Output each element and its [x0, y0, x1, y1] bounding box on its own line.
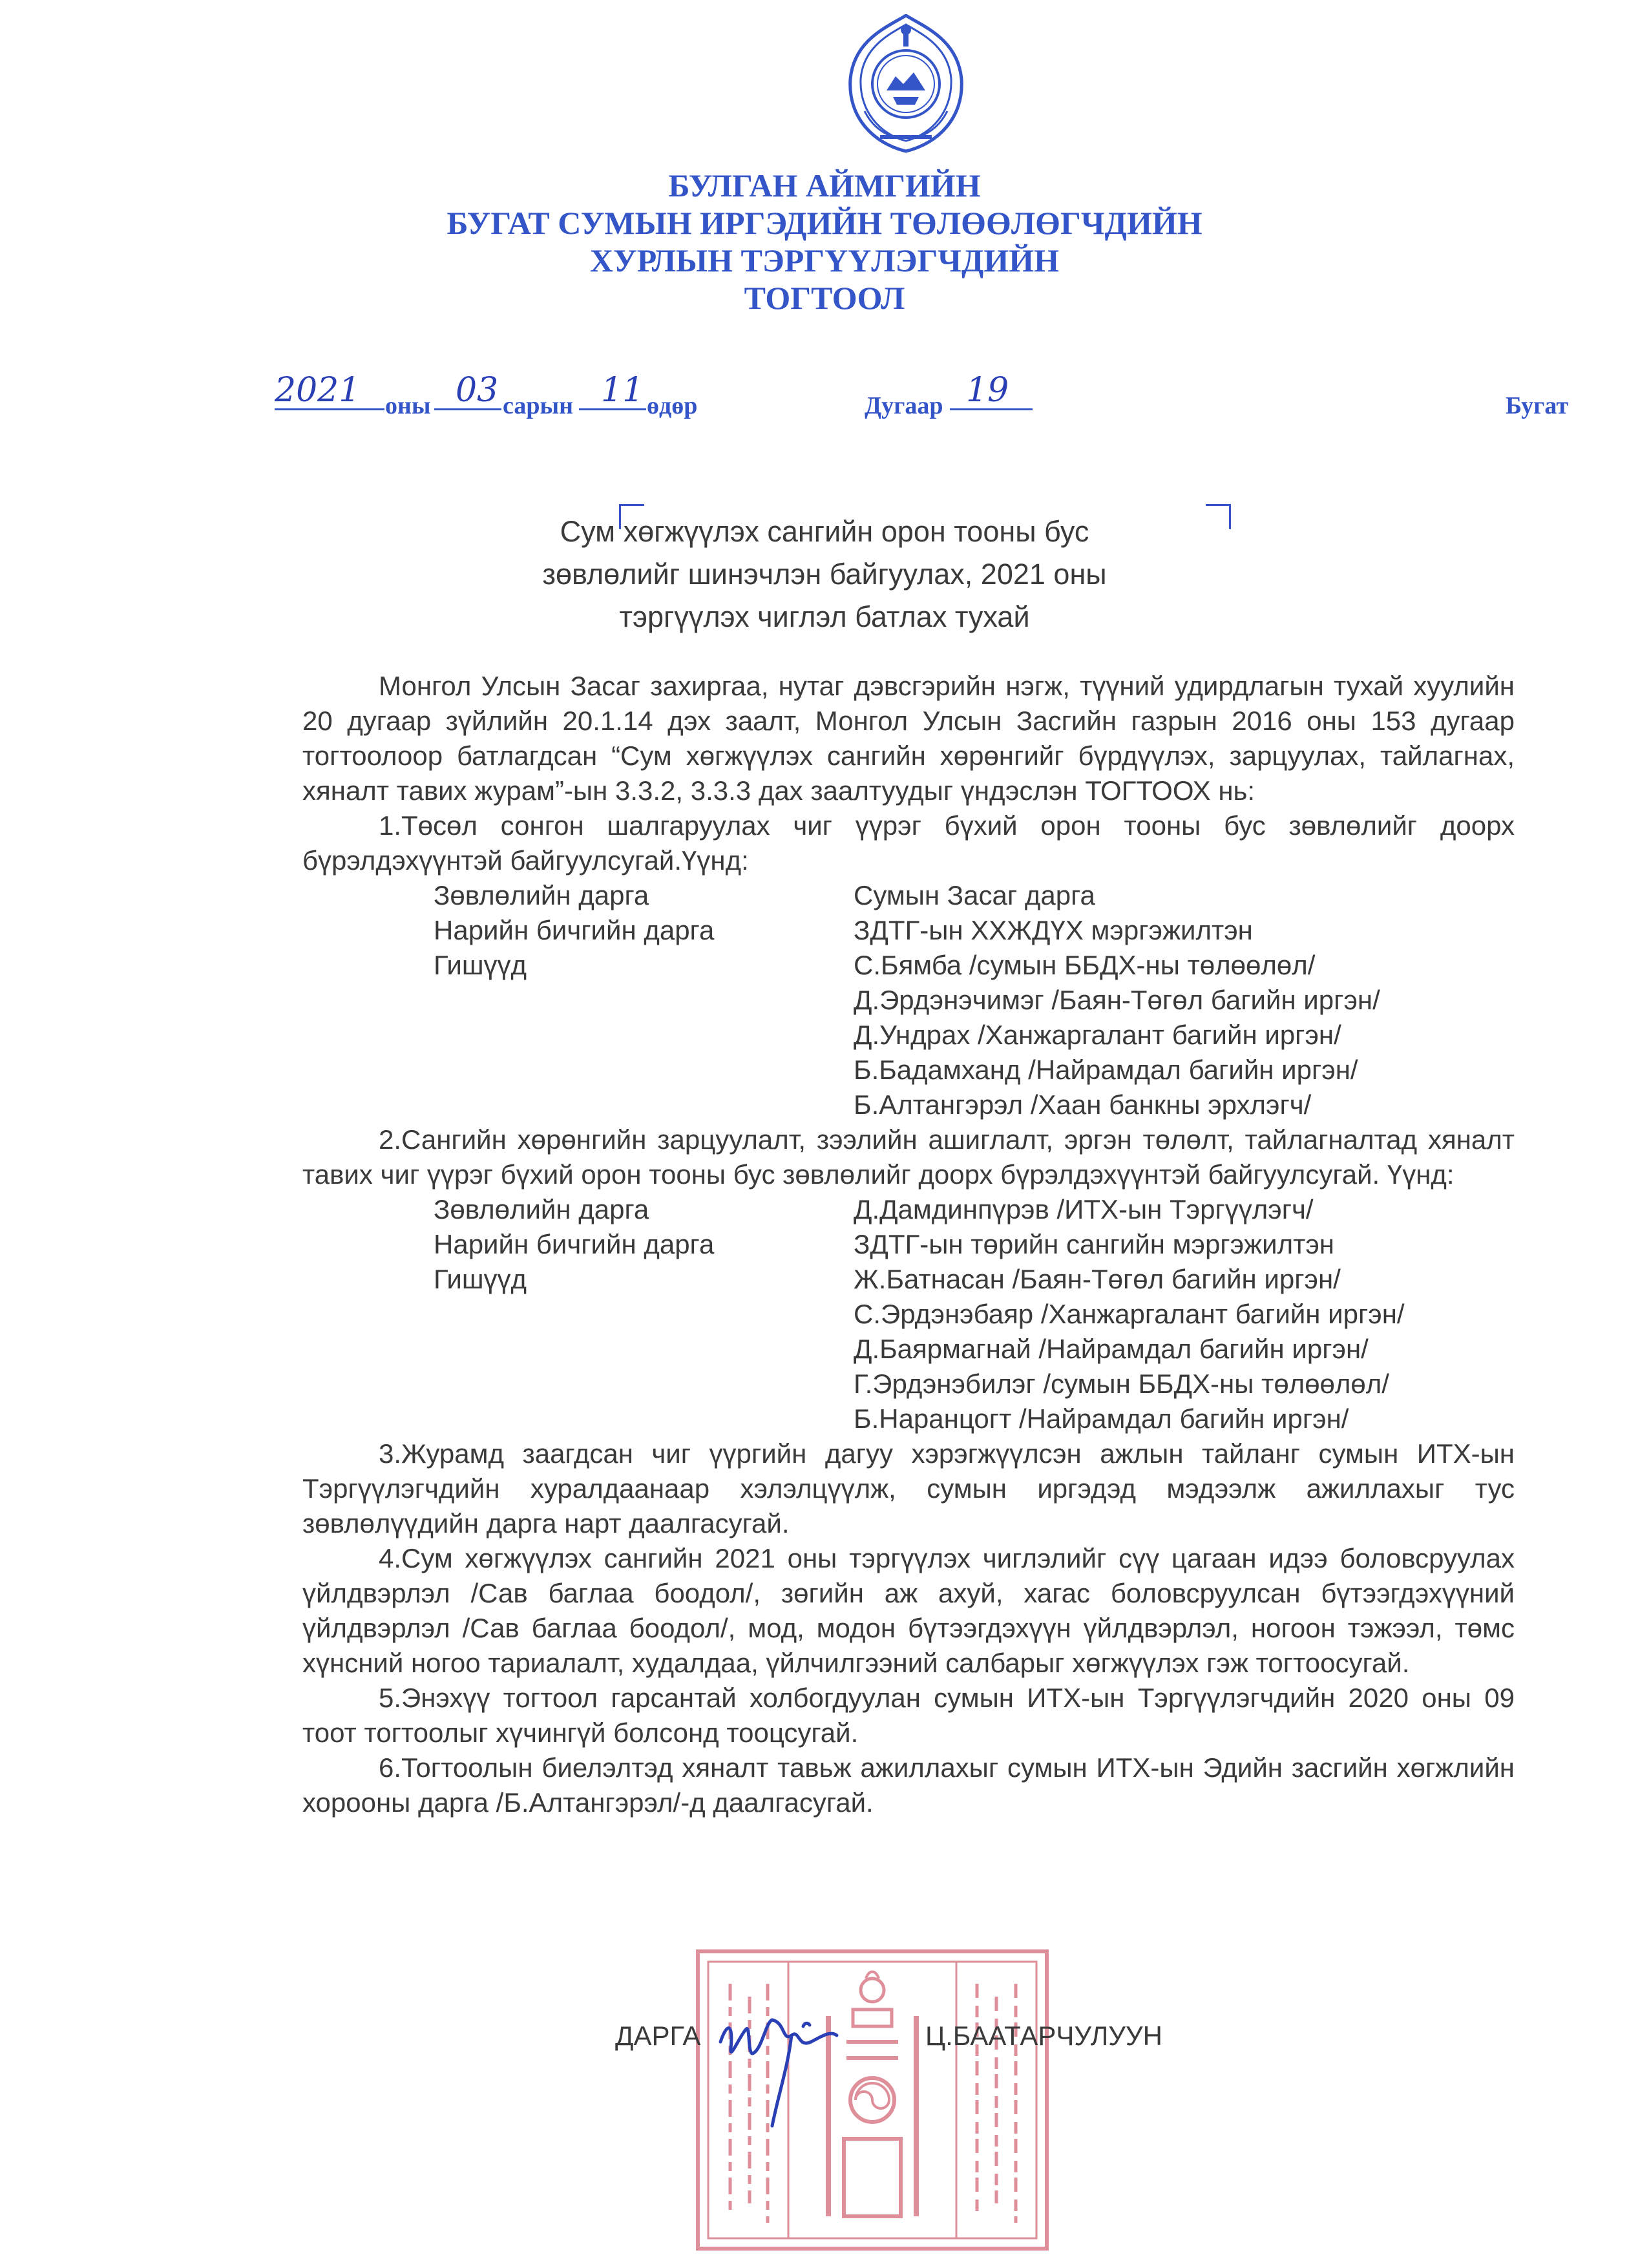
- council-member: Д.Ундрах /Ханжаргалант багийн иргэн/: [854, 1020, 1341, 1050]
- council-role: Нарийн бичгийн дарга: [434, 915, 715, 945]
- council-role: [302, 1018, 854, 1053]
- council-2-row: [302, 1367, 1515, 1402]
- header-line-1: БУЛГАН АЙМГИЙН: [668, 167, 981, 204]
- council-member: Сумын Засаг дарга: [854, 880, 1095, 910]
- item-4-paragraph: 4.Сум хөгжүүлэх сангийн 2021 оны тэргүүлэх чиглэлийг сүү цагаан идээ боловсруулах үйлдвэрлэл /Сав баглаа боодол/, зөгийн аж ахуй, хагас боловсруулсан бүтээгдэхүүний үйлдвэрлэл /Сав баглаа боодол/, мод, модон бүтээгдэхүүн үйлдвэрлэл, ногоон тэжээл, төмс хүнсний ногоо тариалалт, худалдаа, үйлчилгээний салбарыг хөгжүүлэх гэж тогтоосугай.: [302, 1543, 1515, 1678]
- council-member: Б.Бадамханд /Найрамдал багийн иргэн/: [854, 1055, 1358, 1085]
- council-1-row: [302, 983, 1515, 1018]
- header-line-4: ТОГТООЛ: [744, 280, 905, 316]
- council-member: С.Бямба /сумын ББДХ-ны төлөөлөл/: [854, 950, 1316, 980]
- council-role: [302, 1053, 854, 1087]
- council-1-row: [302, 1053, 1515, 1087]
- council-member: Д.Дамдинпүрэв /ИТХ-ын Тэргүүлэгч/: [854, 1194, 1314, 1224]
- preamble-paragraph: Монгол Улсын Засаг захиргаа, нутаг дэвсгэрийн нэгж, түүний удирдлагын тухай хуулийн 20 дугаар зүйлийн 20.1.14 дэх заалт, Монгол Улсын Засгийн газрын 2016 оны 153 дугаар тогтоолоор батлагдсан “Сум хөгжүүлэх сангийн хөрөнгийг бүрдүүлэх, зарцуулах, тайлагнах, хяналт тавих журам”-ын 3.3.2, 3.3.3 дах заалтуудыг үндэслэн ТОГТООХ нь:: [302, 671, 1515, 806]
- council-2-row: [302, 1227, 1515, 1262]
- council-role: Гишүүд: [434, 1264, 527, 1294]
- council-2-list: [302, 1192, 1515, 1436]
- handwritten-day: 11: [601, 371, 644, 410]
- council-role: [302, 1402, 854, 1436]
- number-underline: [950, 408, 1033, 410]
- council-2-row: [302, 1332, 1515, 1367]
- year-label: оны: [385, 392, 431, 419]
- council-role: [302, 1297, 854, 1332]
- council-role: Зөвлөлийн дарга: [434, 1194, 649, 1224]
- handwritten-year: 2021: [275, 371, 361, 410]
- item-2-paragraph: 2.Сангийн хөрөнгийн зарцуулалт, зээлийн ашиглалт, эргэн төлөлт, тайлагналтад хяналт тавих чиг үүрэг бүхий орон тооны бус зөвлөлийг доорх бүрэлдэхүүнтэй байгуулсугай. Үүнд:: [302, 1124, 1515, 1190]
- document-body: [302, 669, 1515, 1820]
- council-member: Б.Наранцогт /Найрамдал багийн иргэн/: [854, 1403, 1349, 1434]
- council-member: Г.Эрдэнэбилэг /сумын ББДХ-ны төлөөлөл/: [854, 1369, 1389, 1399]
- council-1-row: [302, 1087, 1515, 1122]
- signer-name: Ц.БААТАРЧУЛУУН: [925, 2021, 1162, 2051]
- item-3-paragraph: 3.Журамд заагдсан чиг үүргийн дагуу хэрэгжүүлсэн ажлын тайланг сумын ИТХ-ын Тэргүүлэгчдийн хуралдаанаар хэлэлцүүлж, сумын иргэдэд мэдээлж ажиллахыг тус зөвлөлүүдийн дарга нарт даалгасугай.: [302, 1438, 1515, 1538]
- month-underline: [434, 408, 501, 410]
- place-label: Бугат: [1506, 392, 1569, 419]
- header-line-2: БУГАТ СУМЫН ИРГЭДИЙН ТӨЛӨӨЛӨГЧДИЙН: [446, 205, 1203, 241]
- date-number-line: [0, 371, 1649, 426]
- state-emblem-icon: [841, 14, 971, 154]
- document-header: [0, 167, 1649, 317]
- day-underline: [579, 408, 646, 410]
- council-member: ЗДТГ-ын төрийн сангийн мэргэжилтэн: [854, 1229, 1334, 1259]
- council-member: Д.Эрдэнэчимэг /Баян-Төгөл багийн иргэн/: [854, 985, 1380, 1015]
- number-label: Дугаар: [865, 392, 943, 419]
- council-1-list: [302, 878, 1515, 1122]
- item-6-paragraph: 6.Тогтоолын биелэлтэд хяналт тавьж ажиллахыг сумын ИТХ-ын Эдийн засгийн хөгжлийн хорооны дарга /Б.Алтангэрэл/-д даалгасугай.: [302, 1752, 1515, 1818]
- council-member: Ж.Батнасан /Баян-Төгөл багийн иргэн/: [854, 1264, 1341, 1294]
- council-2-row: [302, 1297, 1515, 1332]
- day-label: өдөр: [647, 392, 698, 419]
- council-1-row: [302, 948, 1515, 983]
- council-role: Нарийн бичгийн дарга: [434, 1229, 715, 1259]
- council-role: [302, 1367, 854, 1402]
- document-subject: [0, 510, 1649, 638]
- council-1-row: [302, 878, 1515, 913]
- council-member: Б.Алтангэрэл /Хаан банкны эрхлэгч/: [854, 1089, 1312, 1120]
- council-2-row: [302, 1402, 1515, 1436]
- item-1-paragraph: 1.Төсөл сонгон шалгаруулах чиг үүрэг бүхий орон тооны бус зөвлөлийг доорх бүрэлдэхүүнтэй байгуулсугай.Үүнд:: [302, 810, 1515, 876]
- subject-line-2: зөвлөлийг шинэчлэн байгуулах, 2021 оны: [542, 558, 1107, 591]
- month-label: сарын: [503, 392, 574, 419]
- council-1-row: [302, 913, 1515, 948]
- subject-line-1: Сум хөгжүүлэх сангийн орон тооны бус: [560, 515, 1089, 548]
- handwritten-number: 19: [966, 371, 1009, 410]
- council-role: [302, 1332, 854, 1367]
- signature-block: [0, 2021, 1649, 2072]
- year-underline: [275, 408, 384, 410]
- council-2-row: [302, 1262, 1515, 1297]
- handwritten-month: 03: [456, 371, 499, 410]
- council-member: ЗДТГ-ын ХХЖДҮХ мэргэжилтэн: [854, 915, 1253, 945]
- council-member: Д.Баярмагнай /Найрамдал багийн иргэн/: [854, 1334, 1369, 1364]
- council-role: Зөвлөлийн дарга: [434, 880, 649, 910]
- signer-title: ДАРГА: [615, 2021, 701, 2051]
- council-role: [302, 1087, 854, 1122]
- subject-line-3: тэргүүлэх чиглэл батлах тухай: [619, 600, 1030, 633]
- council-role: Гишүүд: [434, 950, 527, 980]
- council-role: [302, 983, 854, 1018]
- council-1-row: [302, 1018, 1515, 1053]
- item-5-paragraph: 5.Энэхүү тогтоол гарсантай холбогдуулан сумын ИТХ-ын Тэргүүлэгчдийн 2020 оны 09 тоот тогтоолыг хүчингүй болсонд тооцсугай.: [302, 1683, 1515, 1748]
- header-line-3: ХУРЛЫН ТЭРГҮҮЛЭГЧДИЙН: [589, 242, 1060, 278]
- council-member: С.Эрдэнэбаяр /Ханжаргалант багийн иргэн/: [854, 1299, 1405, 1329]
- council-2-row: [302, 1192, 1515, 1227]
